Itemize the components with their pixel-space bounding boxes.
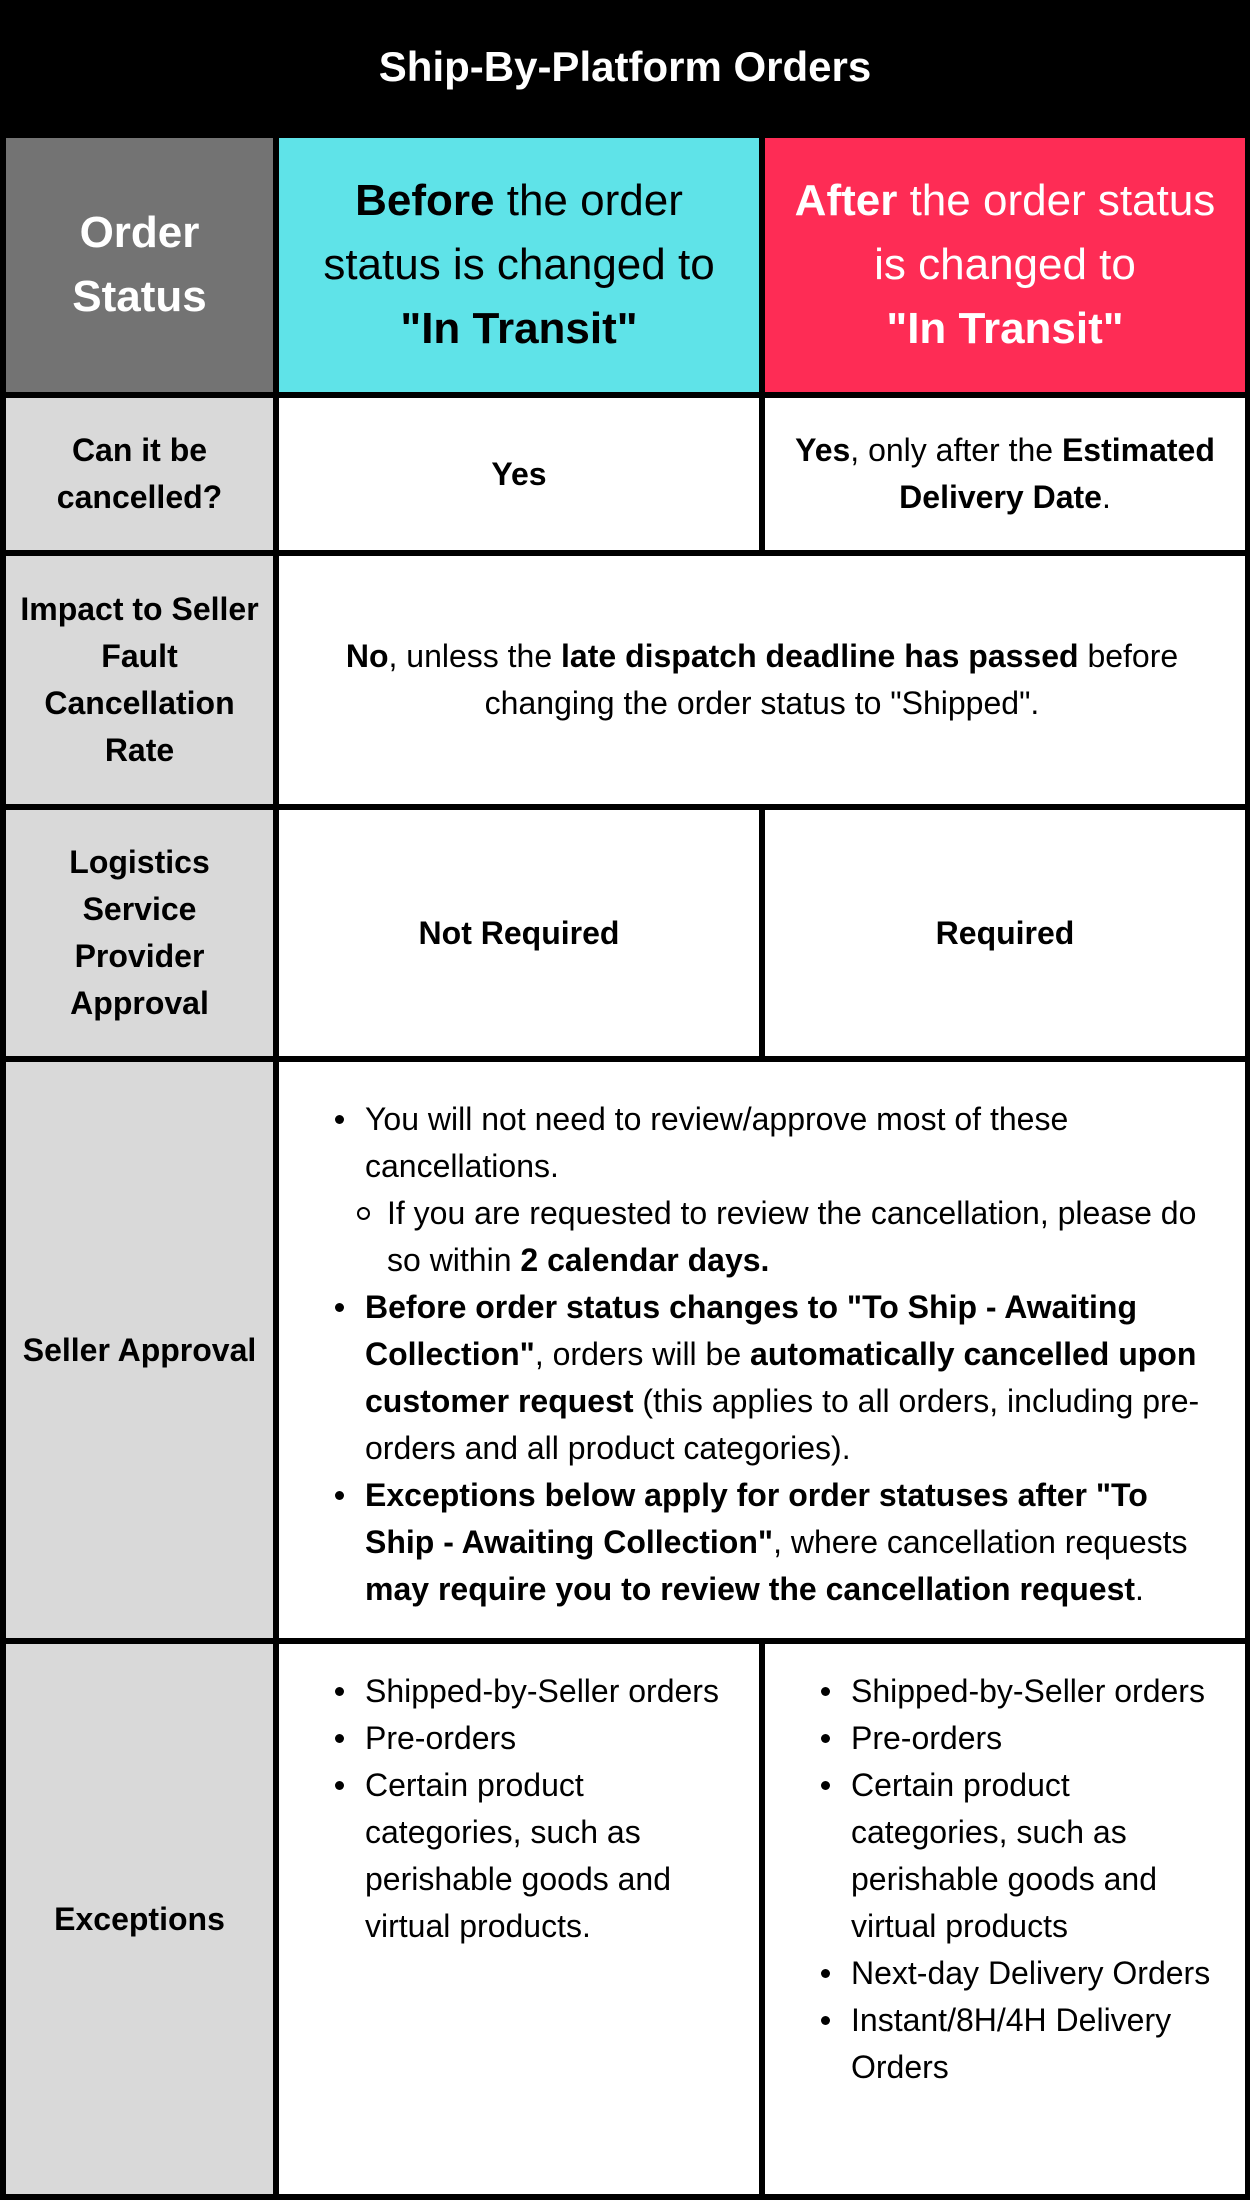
impact-text2: before changing the order status to "Shipped". bbox=[484, 638, 1179, 721]
seller-b3-bold1: Exceptions below apply for order statuses after "To Ship - Awaiting Collection" bbox=[365, 1477, 1148, 1560]
list-item bbox=[329, 1190, 1225, 1284]
page-title: Ship-By-Platform Orders bbox=[0, 0, 1250, 134]
cancel-after-bold2: Estimated Delivery Date bbox=[899, 432, 1215, 515]
seller-approval-cell bbox=[279, 1062, 1245, 1638]
logistics-after-value: Required bbox=[935, 914, 1075, 951]
order-status-header bbox=[6, 138, 273, 392]
exceptions-before-list bbox=[329, 1668, 739, 1950]
exceptions-after-cell bbox=[765, 1644, 1245, 2194]
row-label-impact bbox=[6, 556, 273, 804]
seller-b3-text1: , where cancellation requests bbox=[773, 1524, 1188, 1560]
cancel-after-end: . bbox=[1101, 479, 1111, 515]
cancel-before-value: Yes bbox=[491, 455, 547, 492]
list-item: Shipped-by-Seller orders bbox=[815, 1668, 1225, 1715]
cancel-after-bold1: Yes bbox=[795, 432, 851, 468]
list-item: Shipped-by-Seller orders bbox=[329, 1668, 739, 1715]
exceptions-after-list bbox=[815, 1668, 1225, 2091]
seller-b3-bold2: may require you to review the cancellation request bbox=[365, 1571, 1136, 1607]
seller-sub-list bbox=[329, 1190, 1225, 1284]
list-item: Certain product categories, such as perishable goods and virtual products. bbox=[329, 1762, 739, 1950]
impact-bold1: No bbox=[345, 638, 389, 674]
after-bold: After bbox=[794, 176, 898, 225]
row-label-exceptions-text: Exceptions bbox=[54, 1900, 225, 1937]
list-item bbox=[329, 1096, 1225, 1284]
list-item bbox=[329, 1472, 1225, 1613]
after-status: "In Transit" bbox=[886, 304, 1124, 353]
row-label-seller bbox=[6, 1062, 273, 1638]
seller-b3-text2: . bbox=[1135, 1571, 1144, 1607]
row-label-seller-text: Seller Approval bbox=[22, 1331, 257, 1368]
row-label-impact-text: Impact to Seller Fault Cancellation Rate bbox=[20, 591, 259, 768]
impact-cell bbox=[279, 556, 1245, 804]
cancel-before-cell bbox=[279, 398, 759, 550]
seller-approval-list bbox=[329, 1096, 1225, 1613]
logistics-before-cell bbox=[279, 810, 759, 1056]
row-label-cancel bbox=[6, 398, 273, 550]
row-label-exceptions bbox=[6, 1644, 273, 2194]
list-item: Instant/8H/4H Delivery Orders bbox=[815, 1997, 1225, 2091]
seller-sub-text: If you are requested to review the cancellation, please do so within bbox=[387, 1195, 1197, 1278]
logistics-after-cell bbox=[765, 810, 1245, 1056]
exceptions-before-cell bbox=[279, 1644, 759, 2194]
cancel-after-text: , only after the bbox=[850, 432, 1062, 468]
cancel-after-cell bbox=[765, 398, 1245, 550]
logistics-before-value: Not Required bbox=[418, 914, 620, 951]
after-in-transit-header bbox=[765, 138, 1245, 392]
before-status: "In Transit" bbox=[400, 304, 638, 353]
before-in-transit-header bbox=[279, 138, 759, 392]
before-text: the order status is changed to bbox=[323, 176, 715, 289]
after-text: the order status is changed to bbox=[874, 176, 1216, 289]
seller-b2-bold2: automatically cancelled upon customer request bbox=[365, 1336, 1197, 1419]
impact-text1: , unless the bbox=[388, 638, 562, 674]
seller-sub-bold: 2 calendar days. bbox=[520, 1242, 770, 1278]
row-label-logistics-text: Logistics Service Provider Approval bbox=[69, 844, 210, 1021]
list-item: Pre-orders bbox=[815, 1715, 1225, 1762]
row-label-logistics bbox=[6, 810, 273, 1056]
seller-b2-bold1: Before order status changes to "To Ship - Awaiting Collection" bbox=[365, 1289, 1137, 1372]
list-item: Certain product categories, such as perishable goods and virtual products bbox=[815, 1762, 1225, 1950]
seller-b2-text1: , orders will be bbox=[534, 1336, 751, 1372]
seller-b1-text: You will not need to review/approve most of these cancellations. bbox=[365, 1101, 1069, 1184]
list-item: Pre-orders bbox=[329, 1715, 739, 1762]
before-bold: Before bbox=[355, 176, 495, 225]
list-item: Next-day Delivery Orders bbox=[815, 1950, 1225, 1997]
order-status-label: Order Status bbox=[72, 208, 207, 321]
row-label-cancel-text: Can it be cancelled? bbox=[56, 432, 223, 515]
seller-b2-text2: (this applies to all orders, including pre-orders and all product categories). bbox=[365, 1383, 1200, 1466]
list-item bbox=[329, 1284, 1225, 1472]
impact-bold2: late dispatch deadline has passed bbox=[561, 638, 1079, 674]
